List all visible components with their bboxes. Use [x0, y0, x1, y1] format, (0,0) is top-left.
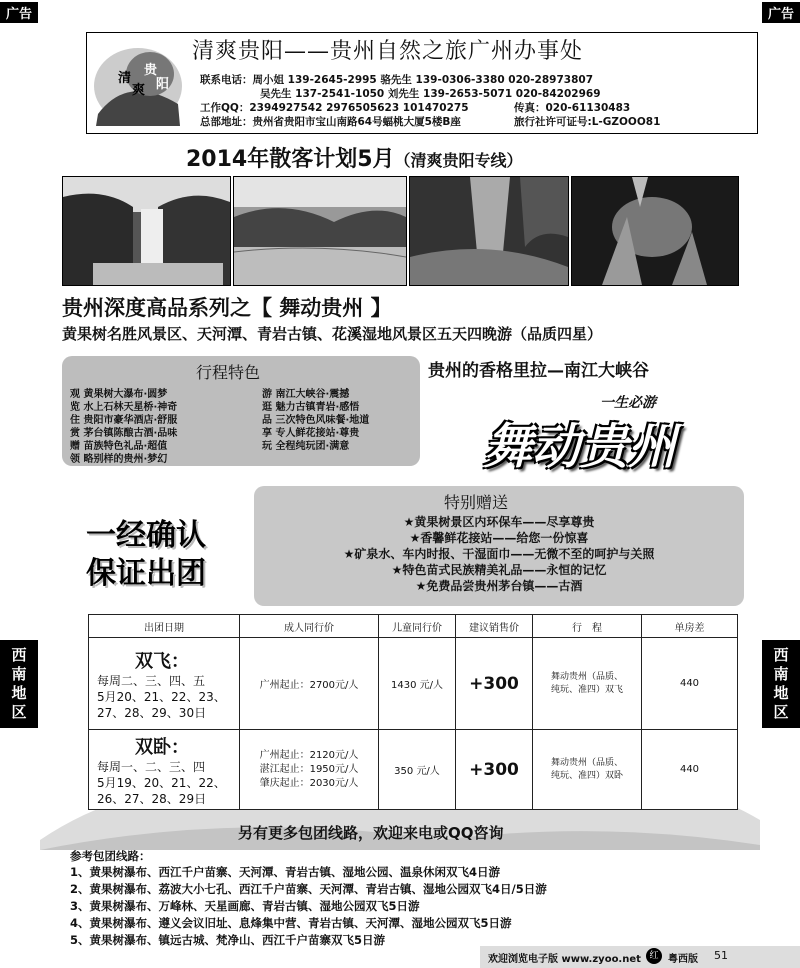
side-tab-char: 西	[11, 646, 27, 664]
phone-line-1: 联系电话：周小姐 139-2645-2995 骆先生 139-0306-3380 020-28973807	[200, 74, 594, 86]
tour-badge: （品质四星）	[512, 325, 603, 343]
table-row	[89, 638, 738, 730]
travel-mode: 双卧：	[135, 736, 189, 758]
side-tab-char: 地	[11, 684, 27, 702]
itinerary-cell	[533, 730, 642, 810]
page-number: 51	[714, 949, 728, 962]
col-header: 建议销售价	[456, 615, 533, 638]
ad-tag-right: 广告	[762, 2, 800, 23]
feature-item: 逛 魅力古镇青岩·感悟	[262, 402, 360, 413]
plan-title-sub: （清爽贵阳专线）	[394, 151, 523, 170]
side-tab-char: 地	[773, 684, 789, 702]
adult-price-cell	[240, 730, 379, 810]
photo-waterfall	[62, 176, 231, 286]
series-title: 贵州深度高品系列之【 舞动贵州 】	[62, 296, 392, 320]
feature-item: 赠 苗族特色礼品·超值	[70, 441, 168, 452]
date-cell	[89, 730, 240, 810]
side-tab-left	[0, 640, 38, 728]
route-item: 1、黄果树瀑布、西江千户苗寨、天河潭、青岩古镇、湿地公园、温泉休闲双飞4日游	[70, 865, 500, 879]
logo-icon	[88, 34, 186, 130]
itinerary-line: 纯玩、准四）双飞	[550, 684, 623, 695]
itinerary-cell	[533, 638, 642, 730]
date-line: 26、27、28、29日	[97, 791, 207, 806]
col-header: 成人同行价	[240, 615, 379, 638]
adult-price: 肇庆起止：2030元/人	[259, 777, 359, 789]
feature-item: 游 南江大峡谷·震撼	[262, 389, 350, 400]
phone-line-2: 吴先生 137-2541-1050 刘先生 139-2653-5071 020-84202969	[260, 88, 601, 100]
gifts-title: 特别赠送	[444, 493, 509, 512]
features-right	[262, 388, 369, 453]
address-line: 总部地址：贵州省贵阳市宝山南路64号蝠桃大厦5楼B座	[200, 116, 461, 128]
feature-item: 享 专人鲜花接站·尊贵	[262, 428, 360, 439]
plan-title	[186, 142, 523, 173]
fax-line: 传真：020-61130483	[514, 102, 631, 114]
child-price: 1430 元/人	[379, 638, 456, 730]
photo-canyon	[409, 176, 569, 286]
brand-small: 一生必游	[600, 395, 656, 411]
single-room-fee: 440	[642, 730, 738, 810]
col-header: 单房差	[642, 615, 738, 638]
promise-line-1: 一经确认	[86, 518, 206, 553]
feature-item: 观 黄果树大瀑布·圆梦	[70, 389, 168, 400]
feature-item: 览 水上石林天星桥·神奇	[70, 402, 178, 413]
col-header: 出团日期	[89, 615, 240, 638]
gift-item: ★特色苗式民族精美礼品——永恒的记忆	[391, 563, 607, 577]
side-tab-char: 区	[11, 703, 27, 721]
footer-badge: 红	[646, 948, 662, 964]
ad-tag-left: 广告	[0, 2, 38, 23]
date-line: 27、28、29、30日	[97, 705, 207, 720]
date-line: 每周二、三、四、五	[97, 673, 206, 688]
feature-item: 赏 茅台镇陈酿古酒·品味	[70, 428, 178, 439]
itinerary-line: 舞动贵州（品质、	[550, 757, 623, 768]
gift-item: ★香馨鲜花接站——给您一份惊喜	[409, 531, 589, 545]
itinerary-line: 纯玩、准四）双卧	[550, 770, 623, 781]
price-table	[88, 614, 738, 810]
promise-line-2: 保证出团	[86, 556, 206, 591]
adult-price-cell	[240, 638, 379, 730]
col-header: 儿童同行价	[379, 615, 456, 638]
photo-lake	[233, 176, 407, 286]
side-tab-char: 西	[773, 646, 789, 664]
features-title: 行程特色	[196, 363, 261, 382]
gift-item: ★矿泉水、车内时报、干湿面巾——无微不至的呵护与关照	[343, 547, 655, 561]
col-header: 行 程	[533, 615, 642, 638]
feature-item: 品 三次特色风味餐·地道	[262, 415, 370, 426]
adult-price: 湛江起止：1950元/人	[259, 763, 359, 775]
reference-title: 参考包团线路：	[70, 849, 151, 863]
reference-routes	[70, 848, 547, 949]
tour-line	[62, 323, 602, 344]
adult-price: 广州起止：2700元/人	[259, 680, 359, 691]
travel-mode: 双飞：	[135, 650, 189, 672]
more-routes: 另有更多包团线路，欢迎来电或QQ咨询	[238, 824, 504, 842]
logo-text-b: 爽	[132, 83, 146, 98]
features-left	[70, 388, 177, 466]
feature-item: 领 略别样的贵州·梦幻	[70, 454, 168, 465]
itinerary-line: 舞动贵州（品质、	[550, 671, 623, 682]
single-room-fee: 440	[642, 638, 738, 730]
brand-main: 舞动贵州	[484, 419, 677, 475]
route-item: 4、黄果树瀑布、遵义会议旧址、息烽集中营、青岩古镇、天河潭、湿地公园双飞5日游	[70, 916, 512, 930]
side-tab-char: 南	[773, 665, 789, 683]
gift-item: ★黄果树景区内环保车——尽享尊贵	[403, 515, 595, 529]
suggested-price: +300	[456, 730, 533, 810]
side-tab-char: 区	[773, 703, 789, 721]
footer-welcome: 欢迎浏览电子版 www.zyoo.net	[488, 954, 641, 965]
license-line: 旅行社许可证号:L-GZOOO81	[514, 116, 661, 128]
date-line: 5月19、20、21、22、	[97, 775, 226, 790]
adult-price: 广州起止：2120元/人	[259, 749, 359, 761]
gift-item: ★免费品尝贵州茅台镇——古酒	[415, 579, 583, 593]
logo-text-d: 阳	[156, 77, 170, 92]
side-tab-right	[762, 640, 800, 728]
qq-line: 工作QQ：2394927542 2976505623 101470275	[200, 102, 469, 114]
feature-item: 住 贵阳市豪华酒店·舒服	[70, 415, 178, 426]
table-row	[89, 730, 738, 810]
feature-item: 玩 全程纯玩团·满意	[262, 441, 350, 452]
date-cell	[89, 638, 240, 730]
route-item: 2、黄果树瀑布、荔波大小七孔、西江千户苗寨、天河潭、青岩古镇、湿地公园双飞4日/5日游	[70, 882, 547, 896]
side-tab-char: 南	[11, 665, 27, 683]
date-line: 每周一、二、三、四	[97, 759, 206, 774]
footer-edition: 粤西版	[668, 954, 698, 965]
photo-cave	[571, 176, 739, 286]
logo-text-c: 贵	[144, 63, 158, 78]
table-header-row	[89, 615, 738, 638]
child-price: 350 元/人	[379, 730, 456, 810]
plan-title-main: 2014年散客计划5月	[186, 147, 395, 172]
tour-route: 黄果树名胜风景区、天河潭、青岩古镇、花溪湿地风景区五天四晚游	[62, 325, 513, 343]
suggested-price: +300	[456, 638, 533, 730]
header-title: 清爽贵阳——贵州自然之旅广州办事处	[192, 39, 584, 64]
logo-text-a: 清	[118, 71, 132, 86]
gifts-list	[256, 514, 742, 594]
slogan: 贵州的香格里拉—南江大峡谷	[428, 361, 649, 381]
route-item: 5、黄果树瀑布、镇远古城、梵净山、西江千户苗寨双飞5日游	[70, 933, 386, 947]
date-line: 5月20、21、22、23、	[97, 689, 226, 704]
route-item: 3、黄果树瀑布、万峰林、天星画廊、青岩古镇、湿地公园双飞5日游	[70, 899, 420, 913]
